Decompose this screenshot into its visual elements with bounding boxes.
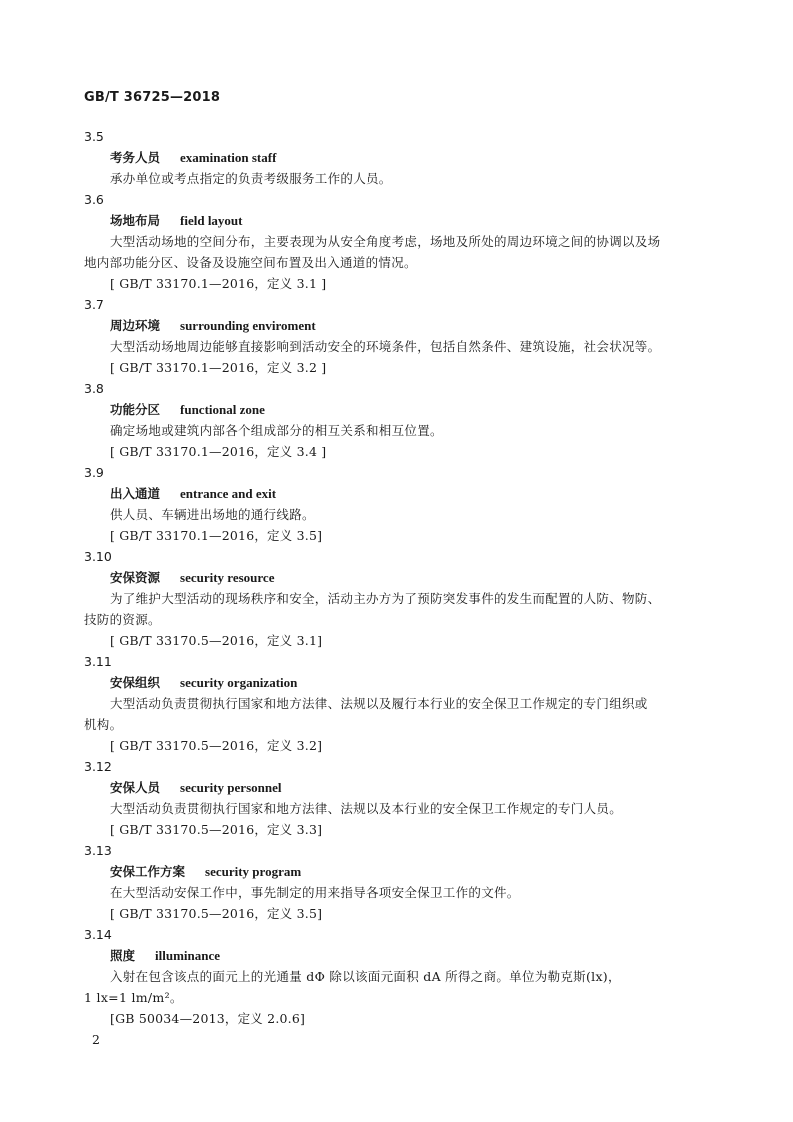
source-reference: [ GB/T 33170.5—2016，定义 3.5] [110, 906, 323, 921]
entry-number: 3.11 [84, 654, 112, 669]
source-reference: [ GB/T 33170.5—2016，定义 3.1] [110, 633, 323, 648]
term-heading [84, 210, 704, 231]
term-definition [84, 504, 704, 525]
definition-line: 供人员、车辆进出场地的通行线路。 [110, 507, 315, 522]
term-definition [84, 693, 704, 735]
source-reference: [ GB/T 33170.5—2016，定义 3.2] [110, 738, 323, 753]
entry-number: 3.8 [84, 381, 104, 396]
definition-line: 技防的资源。 [84, 612, 161, 627]
term-entry [84, 294, 704, 378]
entry-number: 3.7 [84, 297, 104, 312]
term-chinese: 考务人员 [110, 150, 161, 165]
entry-number: 3.12 [84, 759, 112, 774]
term-definition [84, 798, 704, 819]
term-entry [84, 378, 704, 462]
source-reference: [ GB/T 33170.1—2016，定义 3.5] [110, 528, 323, 543]
definition-line: 大型活动负责贯彻执行国家和地方法律、法规以及履行本行业的安全保卫工作规定的专门组织或 [110, 696, 648, 711]
term-definition [84, 168, 704, 189]
term-entry [84, 546, 704, 651]
definition-line: 入射在包含该点的面元上的光通量 dΦ 除以该面元面积 dA 所得之商。单位为勒克斯(lx)， [110, 969, 621, 984]
term-chinese: 照度 [110, 948, 136, 963]
term-heading [84, 861, 704, 882]
source-reference: [ GB/T 33170.1—2016，定义 3.2 ] [110, 360, 327, 375]
term-definition [84, 231, 704, 273]
term-entry [84, 924, 704, 1029]
term-definition [84, 420, 704, 441]
page-number: 2 [92, 1032, 100, 1047]
term-entry [84, 462, 704, 546]
definition-line: 大型活动场地的空间分布，主要表现为从安全角度考虑，场地及所处的周边环境之间的协调以及场 [110, 234, 661, 249]
definition-line: 1 lx=1 lm/m²。 [84, 990, 183, 1005]
term-heading [84, 777, 704, 798]
term-chinese: 安保组织 [110, 675, 161, 690]
terms-and-definitions-body [84, 126, 704, 1029]
term-english: functional zone [180, 402, 265, 417]
source-reference: [ GB/T 33170.5—2016，定义 3.3] [110, 822, 323, 837]
term-english: security resource [180, 570, 275, 585]
term-entry [84, 840, 704, 924]
definition-line: 大型活动负责贯彻执行国家和地方法律、法规以及本行业的安全保卫工作规定的专门人员。 [110, 801, 623, 816]
term-heading [84, 147, 704, 168]
term-chinese: 安保人员 [110, 780, 161, 795]
term-english: illuminance [155, 948, 221, 963]
entry-number: 3.9 [84, 465, 104, 480]
term-english: security personnel [180, 780, 282, 795]
term-english: surrounding enviroment [180, 318, 316, 333]
term-english: security organization [180, 675, 298, 690]
entry-number: 3.5 [84, 129, 104, 144]
definition-line: 在大型活动安保工作中，事先制定的用来指导各项安全保卫工作的文件。 [110, 885, 520, 900]
definition-line: 大型活动场地周边能够直接影响到活动安全的环境条件，包括自然条件、建筑设施，社会状况等。 [110, 339, 661, 354]
term-heading [84, 945, 704, 966]
term-english: examination staff [180, 150, 277, 165]
entry-number: 3.14 [84, 927, 112, 942]
term-heading [84, 567, 704, 588]
source-reference: [GB 50034—2013，定义 2.0.6] [110, 1011, 306, 1026]
term-english: security program [205, 864, 302, 879]
definition-line: 确定场地或建筑内部各个组成部分的相互关系和相互位置。 [110, 423, 443, 438]
source-reference: [ GB/T 33170.1—2016，定义 3.1 ] [110, 276, 327, 291]
term-definition [84, 588, 704, 630]
term-entry [84, 126, 704, 189]
standard-code-header: GB/T 36725—2018 [84, 90, 221, 105]
term-heading [84, 315, 704, 336]
term-entry [84, 189, 704, 294]
source-reference: [ GB/T 33170.1—2016，定义 3.4 ] [110, 444, 327, 459]
entry-number: 3.13 [84, 843, 112, 858]
term-english: field layout [180, 213, 243, 228]
term-chinese: 安保工作方案 [110, 864, 186, 879]
term-chinese: 场地布局 [110, 213, 161, 228]
term-chinese: 安保资源 [110, 570, 161, 585]
term-chinese: 功能分区 [110, 402, 161, 417]
term-heading [84, 672, 704, 693]
definition-line: 承办单位或考点指定的负责考级服务工作的人员。 [110, 171, 392, 186]
definition-line: 机构。 [84, 717, 123, 732]
term-definition [84, 882, 704, 903]
term-heading [84, 483, 704, 504]
term-entry [84, 651, 704, 756]
term-heading [84, 399, 704, 420]
entry-number: 3.6 [84, 192, 104, 207]
term-definition [84, 336, 704, 357]
definition-line: 地内部功能分区、设备及设施空间布置及出入通道的情况。 [84, 255, 417, 270]
term-chinese: 出入通道 [110, 486, 161, 501]
definition-line: 为了维护大型活动的现场秩序和安全，活动主办方为了预防突发事件的发生而配置的人防、物防、 [110, 591, 661, 606]
term-chinese: 周边环境 [110, 318, 161, 333]
term-english: entrance and exit [180, 486, 277, 501]
term-entry [84, 756, 704, 840]
entry-number: 3.10 [84, 549, 112, 564]
term-definition [84, 966, 704, 1008]
